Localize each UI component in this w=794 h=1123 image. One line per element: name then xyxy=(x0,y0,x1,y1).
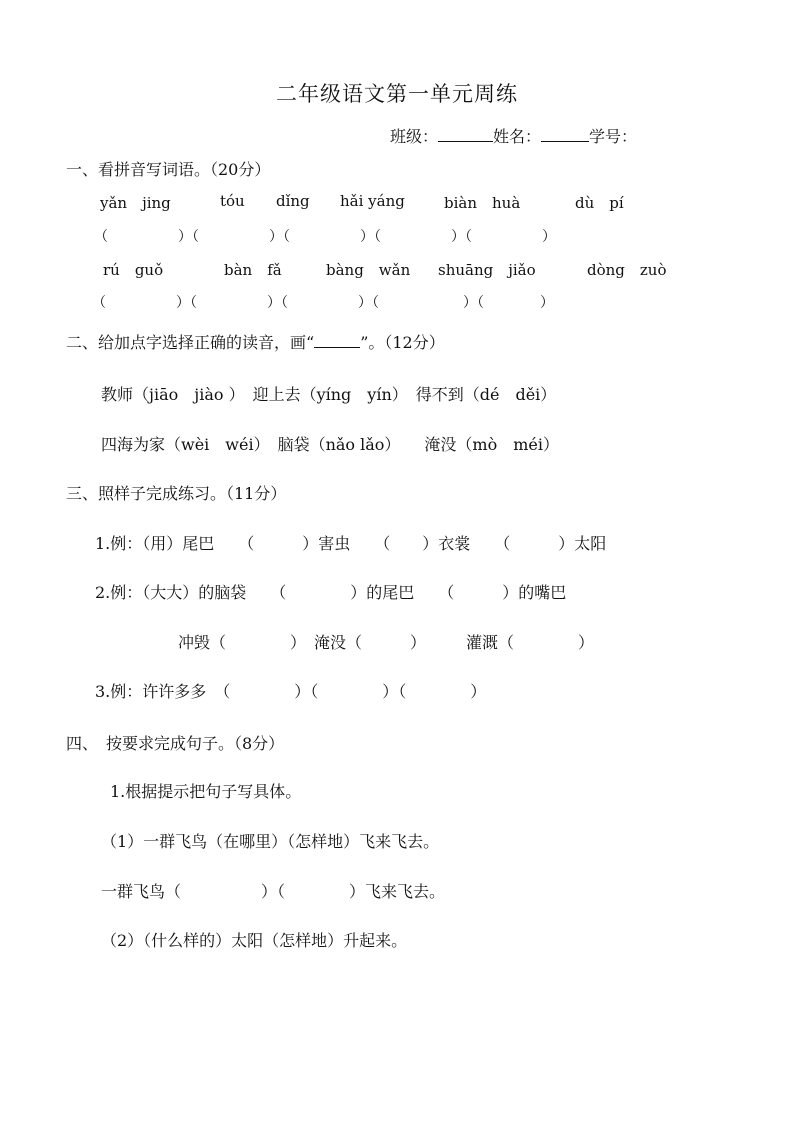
question-1-answer[interactable]: 一群飞鸟（ ）（ ）飞来飞去。 xyxy=(101,882,446,901)
example-line-2[interactable]: 2.例：（大大）的脑袋 （ ）的尾巴 （ ）的嘴巴 xyxy=(95,583,567,602)
pinyin-item: yǎn jing xyxy=(100,194,171,212)
name-label: 姓名： xyxy=(493,127,542,146)
section4-heading: 四、 按要求完成句子。（8分） xyxy=(66,734,285,753)
pinyin-item: dòng zuò xyxy=(587,261,667,279)
pinyin-item: shuāng jiǎo xyxy=(438,261,536,279)
class-blank[interactable] xyxy=(438,126,493,142)
class-label: 班级： xyxy=(390,127,439,146)
underline-sample xyxy=(314,332,360,348)
example-line-3[interactable]: 3.例：许许多多 （ ）（ ）（ ） xyxy=(95,682,487,701)
answer-blanks-row[interactable]: （ ）（ ）（ ）（ ）（ ） xyxy=(92,295,554,311)
pinyin-item: dù pí xyxy=(575,194,624,212)
section2-heading xyxy=(66,330,445,353)
number-label: 学号： xyxy=(589,127,638,146)
section1-heading: 一、看拼音写词语。（20分） xyxy=(66,160,271,179)
answer-blanks-row[interactable]: （ ）（ ）（ ）（ ）（ ） xyxy=(94,229,556,245)
pinyin-item: bàn fǎ xyxy=(224,261,282,279)
pinyin-item: bàng wǎn xyxy=(326,261,411,279)
reading-choice-line[interactable]: 四海为家（wèi wéi） 脑袋（nǎo lǎo） 淹没（mò méi） xyxy=(101,435,559,454)
pinyin-item: hǎi yáng xyxy=(340,192,405,210)
page-title: 二年级语文第一单元周练 xyxy=(276,82,518,106)
section2-heading-start: 二、给加点字选择正确的读音，画“ xyxy=(66,333,315,352)
pinyin-item: dǐng xyxy=(276,192,310,210)
section2-heading-end: ”。（12分） xyxy=(360,333,445,352)
question-1: （1）一群飞鸟（在哪里）（怎样地）飞来飞去。 xyxy=(101,832,440,851)
name-blank[interactable] xyxy=(541,126,589,142)
section3-heading: 三、照样子完成练习。（11分） xyxy=(66,484,287,503)
pinyin-item: rú guǒ xyxy=(103,261,164,279)
question-2: （2）（什么样的）太阳（怎样地）升起来。 xyxy=(101,931,408,950)
pinyin-item: tóu xyxy=(220,192,245,210)
pinyin-item: biàn huà xyxy=(444,194,521,212)
student-info-fields xyxy=(390,124,637,147)
subtask-1: 1.根据提示把句子写具体。 xyxy=(110,782,302,801)
reading-choice-line[interactable]: 教师（jiāo jiào ） 迎上去（yíng yín） 得不到（dé děi） xyxy=(101,385,557,404)
example-line-2b[interactable]: 冲毁（ ） 淹没（ ） 灌溉（ ） xyxy=(178,633,595,652)
example-line-1[interactable]: 1.例：（用）尾巴 （ ）害虫 （ ）衣裳 （ ）太阳 xyxy=(95,534,607,553)
